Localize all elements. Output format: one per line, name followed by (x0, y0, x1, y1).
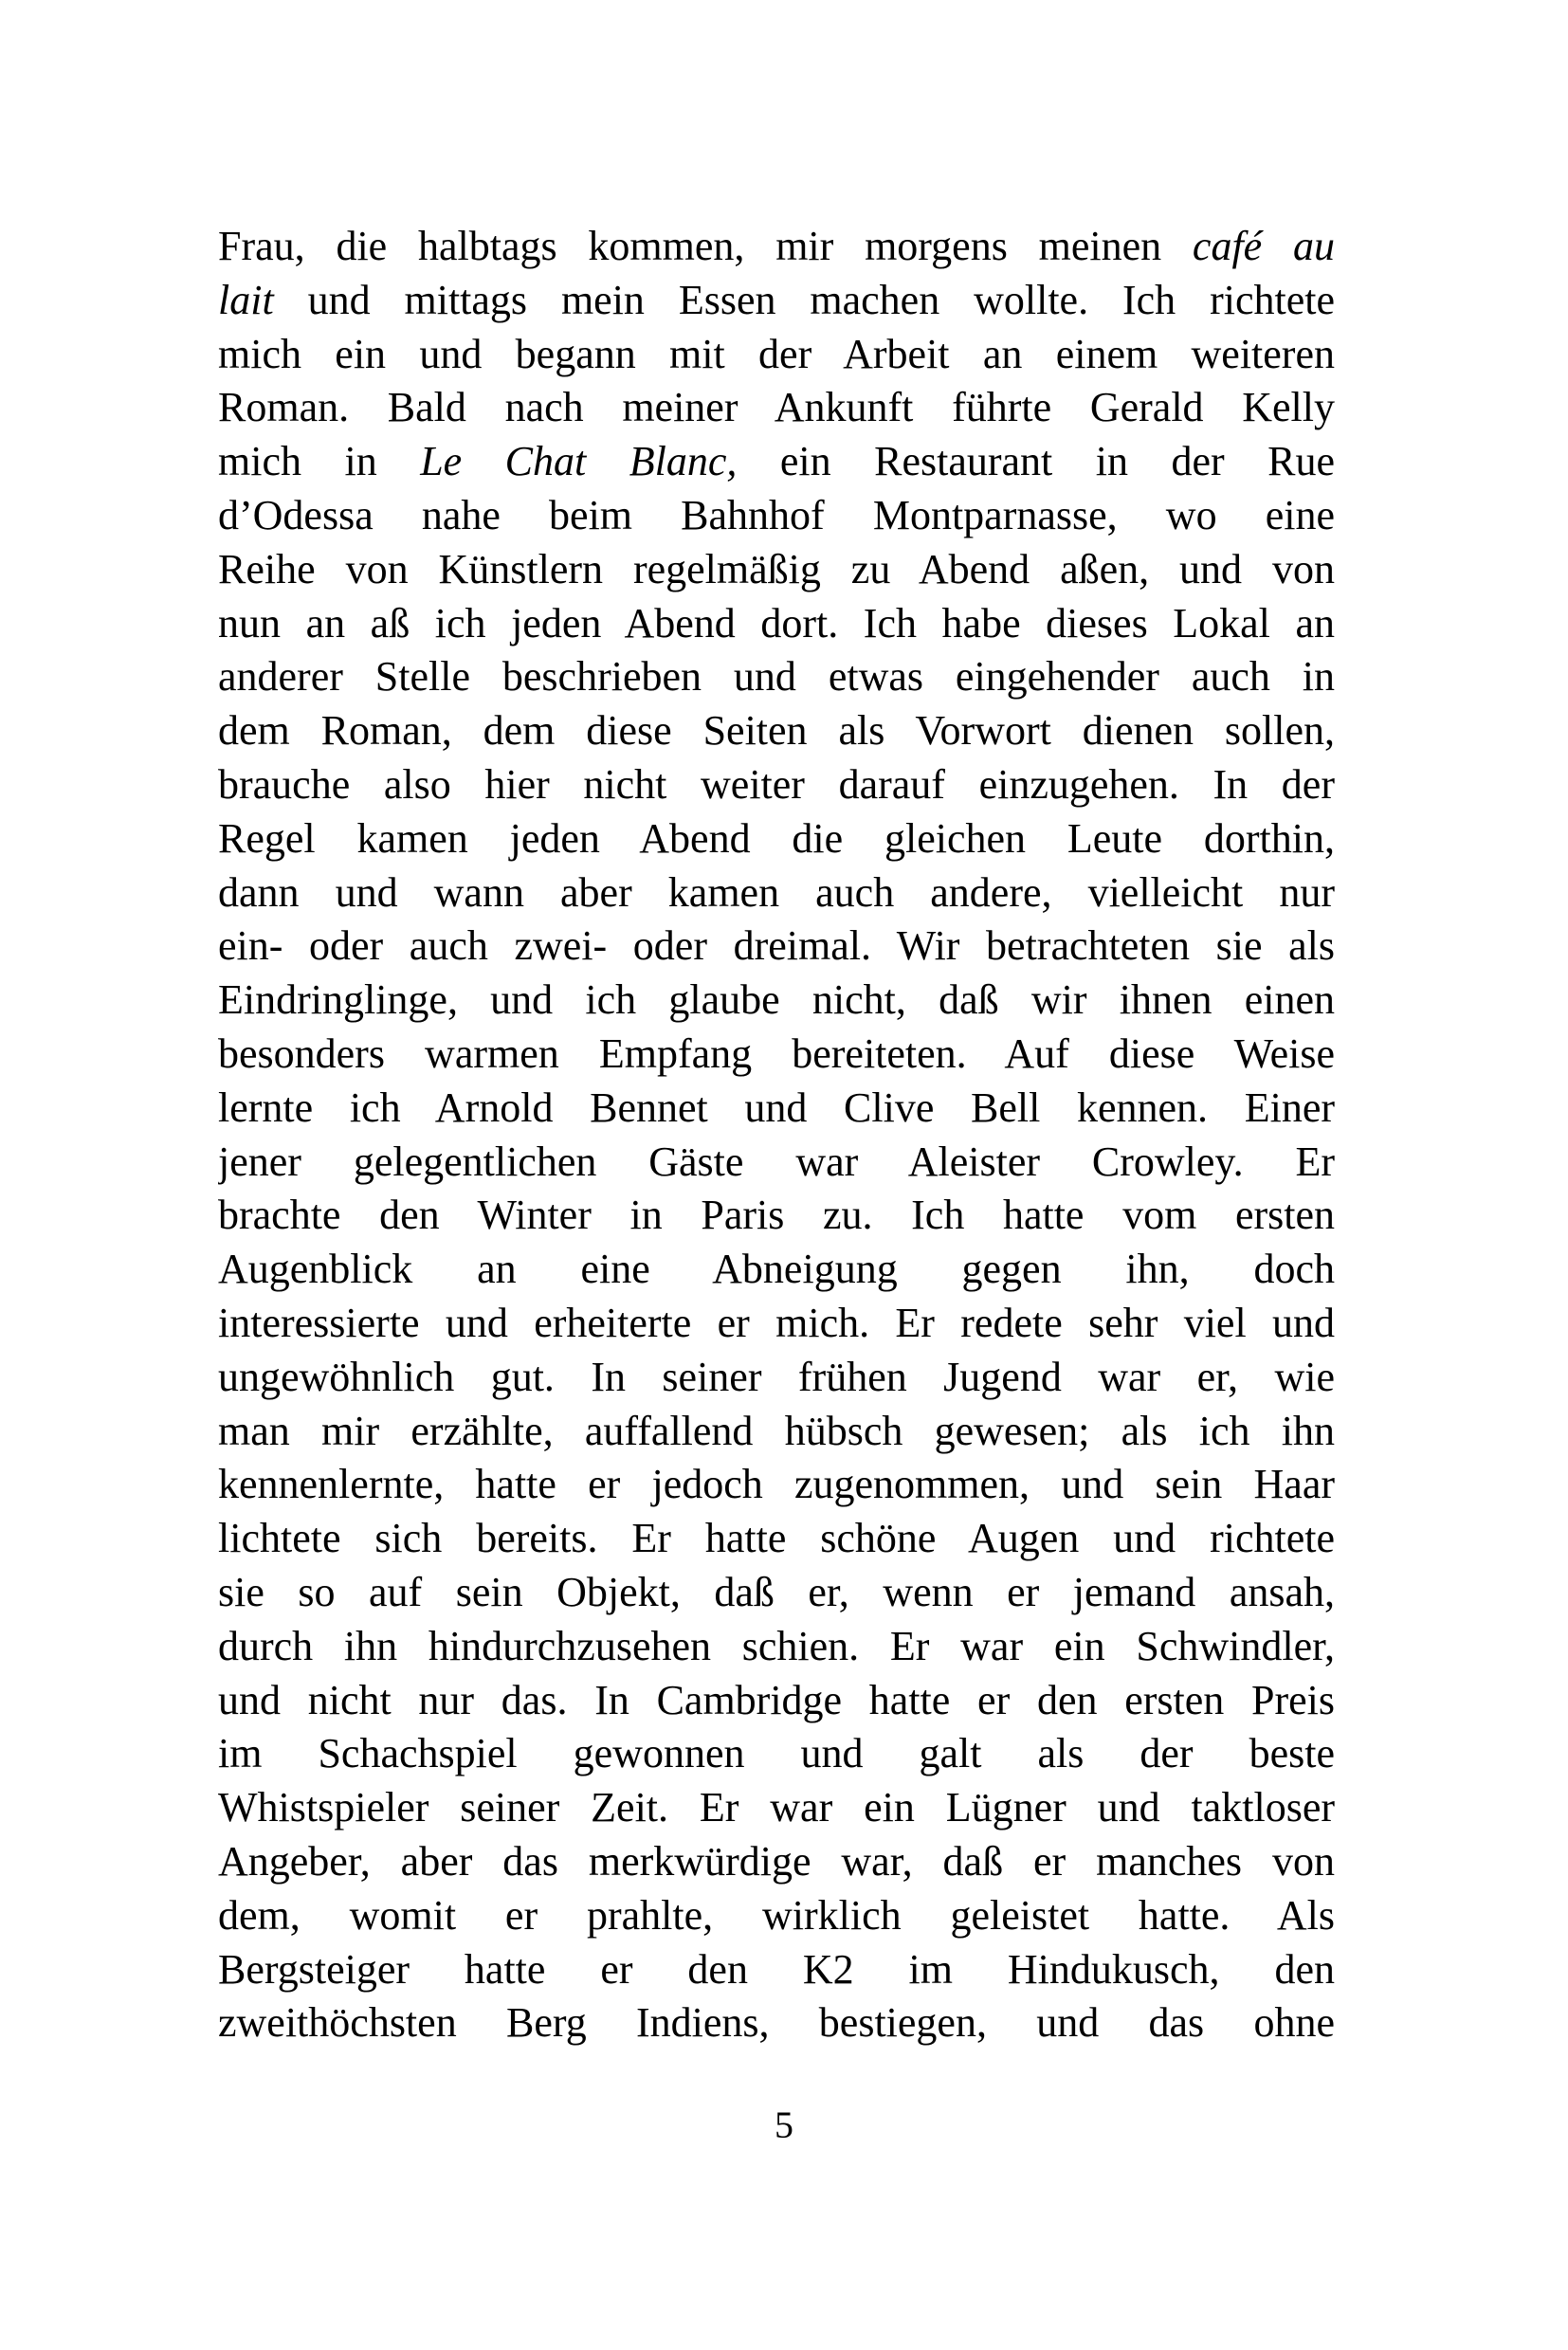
text-line (218, 1189, 1335, 1243)
text-segment: jener gelegentlichen Gäste war Aleister Crowley. Er (218, 1138, 1335, 1185)
text-segment: sie so auf sein Objekt, daß er, wenn er jemand ansah, (218, 1568, 1335, 1615)
text-line (218, 1028, 1335, 1082)
text-line (218, 704, 1335, 758)
text-segment: kennenlernte, hatte er jedoch zugenommen, und sein Haar (218, 1461, 1335, 1508)
text-segment: dem Roman, dem diese Seiten als Vorwort dienen sollen, (218, 707, 1335, 755)
text-segment: Whistspieler seiner Zeit. Er war ein Lügner und taktloser (218, 1784, 1335, 1831)
text-line (218, 812, 1335, 866)
text-segment: d’Odessa nahe beim Bahnhof Montparnasse, wo eine (218, 491, 1335, 538)
text-segment: besonders warmen Empfang bereiteten. Auf diese Weise (218, 1029, 1335, 1077)
text-line (218, 1835, 1335, 1889)
text-segment: Frau, die halbtags kommen, mir morgens meinen (218, 223, 1193, 269)
text-segment: interessierte und erheiterte er mich. Er redete sehr viel und (218, 1299, 1335, 1346)
text-line (218, 1512, 1335, 1566)
text-segment: zweithöchsten Berg Indiens, bestiegen, und das ohne (218, 1999, 1335, 2047)
text-line (218, 1727, 1335, 1781)
text-segment: lichtete sich bereits. Er hatte schöne Augen und richtete (218, 1515, 1335, 1562)
text-segment: mich in (218, 438, 421, 485)
text-segment: dem, womit er prahlte, wirklich geleistet hatte. Als (218, 1891, 1335, 1939)
text-segment: nun an aß ich jeden Abend dort. Ich habe dieses Lokal an (218, 599, 1335, 647)
text-line (218, 1458, 1335, 1512)
text-line (218, 543, 1335, 597)
text-line (218, 328, 1335, 382)
text-segment: Augenblick an eine Abneigung gegen ihn, doch (218, 1246, 1335, 1293)
text-line (218, 435, 1335, 489)
italic-text: lait (218, 276, 274, 323)
text-line (218, 1781, 1335, 1835)
text-line (218, 1136, 1335, 1190)
text-line (218, 1082, 1335, 1136)
text-line (218, 1243, 1335, 1297)
text-line (218, 1674, 1335, 1728)
text-line (218, 1297, 1335, 1351)
text-line (218, 974, 1335, 1028)
page-number: 5 (775, 2104, 793, 2146)
text-line (218, 381, 1335, 435)
text-segment: ein- oder auch zwei- oder dreimal. Wir betrachteten sie als (218, 922, 1335, 970)
text-segment: Angeber, aber das merkwürdige war, daß er manches von (218, 1837, 1335, 1885)
text-segment: dann und wann aber kamen auch andere, vielleicht nur (218, 868, 1335, 916)
text-segment: mich ein und begann mit der Arbeit an einem weiteren (218, 330, 1335, 377)
body-text (218, 220, 1335, 2050)
text-segment: brachte den Winter in Paris zu. Ich hatte vom ersten (218, 1192, 1335, 1239)
text-line (218, 920, 1335, 974)
text-segment: Reihe von Künstlern regelmäßig zu Abend aßen, und von (218, 545, 1335, 592)
text-line (218, 1405, 1335, 1459)
text-segment: Bergsteiger hatte er den K2 im Hindukusch, den (218, 1945, 1335, 1993)
text-line (218, 220, 1335, 274)
text-segment: brauche also hier nicht weiter darauf einzugehen. In der (218, 760, 1335, 808)
text-line (218, 489, 1335, 543)
text-segment: anderer Stelle beschrieben und etwas eingehender auch in (218, 653, 1335, 701)
italic-text: Le Chat Blanc, (420, 438, 738, 485)
text-line (218, 1889, 1335, 1943)
text-segment: Regel kamen jeden Abend die gleichen Leute dorthin, (218, 814, 1335, 862)
text-line (218, 1566, 1335, 1620)
text-line (218, 274, 1335, 328)
text-segment: man mir erzählte, auffallend hübsch gewesen; als ich ihn (218, 1407, 1335, 1454)
text-segment: Eindringlinge, und ich glaube nicht, daß wir ihnen einen (218, 976, 1335, 1024)
text-segment: Roman. Bald nach meiner Ankunft führte Gerald Kelly (218, 384, 1335, 431)
text-segment: ein Restaurant in der Rue (737, 438, 1335, 485)
text-line (218, 650, 1335, 704)
text-segment: durch ihn hindurchzusehen schien. Er war ein Schwindler, (218, 1622, 1335, 1669)
text-segment: und nicht nur das. In Cambridge hatte er den ersten Preis (218, 1676, 1335, 1723)
text-segment: lernte ich Arnold Bennet und Clive Bell kennen. Einer (218, 1084, 1335, 1131)
text-line (218, 866, 1335, 920)
text-line (218, 1943, 1335, 1997)
text-line (218, 1996, 1335, 2050)
text-line (218, 758, 1335, 812)
text-segment: ungewöhnlich gut. In seiner frühen Jugend war er, wie (218, 1353, 1335, 1400)
text-segment: und mittags mein Essen machen wollte. Ich richtete (273, 276, 1335, 323)
text-segment: im Schachspiel gewonnen und galt als der beste (218, 1730, 1335, 1777)
italic-text: café au (1192, 223, 1335, 269)
text-line (218, 1620, 1335, 1674)
text-line (218, 1351, 1335, 1405)
text-line (218, 597, 1335, 651)
